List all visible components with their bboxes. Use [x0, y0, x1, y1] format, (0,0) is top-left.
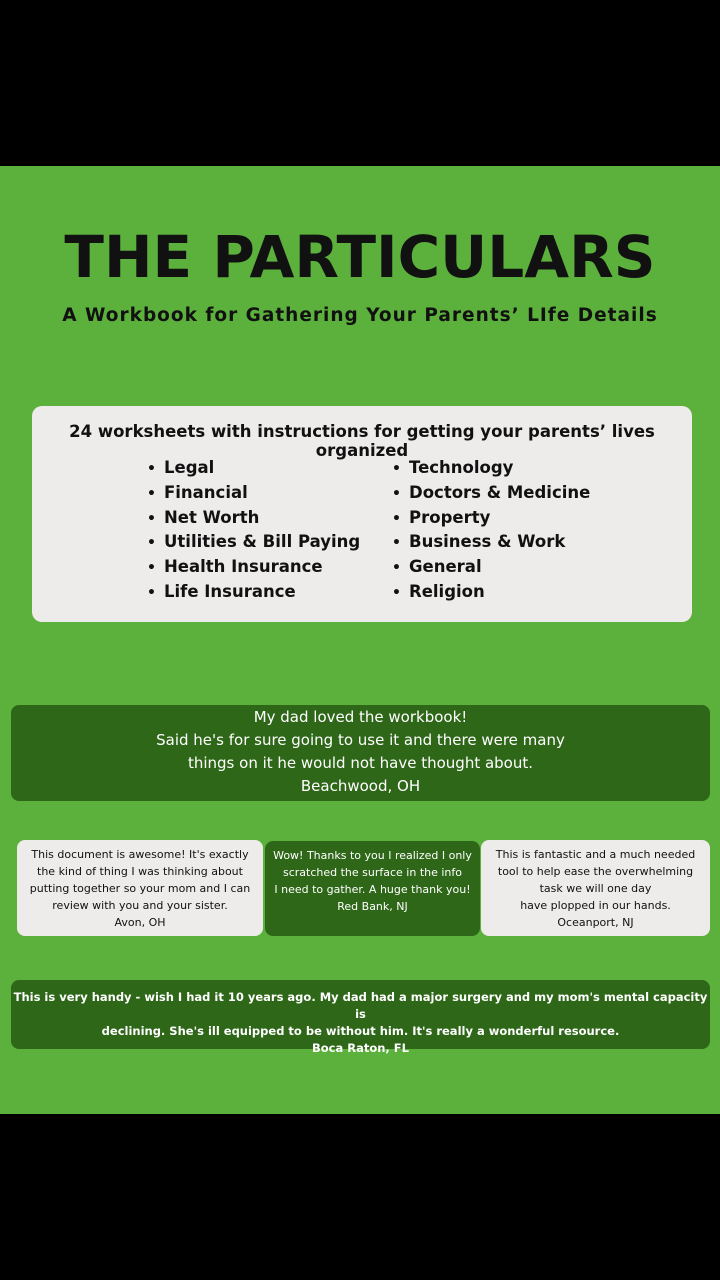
bullet-icon: • — [147, 584, 156, 601]
bullet-icon: • — [147, 461, 156, 477]
testimonial-quote: My dad loved the workbook! Said he's for sure going to use it and there were many things on it he would not have thought about. — [156, 708, 565, 772]
testimonial-quote: This is fantastic and a much needed tool to help ease the overwhelming task we will one day have plopped in our hands. — [495, 848, 696, 912]
testimonial-quote: This is very handy - wish I had it 10 years ago. My dad had a major surgery and my mom's mental capacity is declining. She's ill equipped to be without him. It's really a wonderful resource. — [13, 990, 708, 1038]
bullet-icon: • — [147, 510, 156, 527]
list-item: • Legal — [147, 456, 360, 481]
testimonial-main — [11, 705, 710, 801]
features-box — [32, 406, 692, 622]
list-item: • Net Worth — [147, 506, 360, 531]
list-item: • Utilities & Bill Paying — [147, 530, 360, 555]
features-list-right — [392, 456, 590, 605]
list-item: • General — [392, 555, 590, 580]
bullet-icon: • — [392, 584, 401, 601]
testimonial-red-bank — [265, 841, 480, 936]
bullet-icon: • — [147, 535, 156, 552]
testimonial-quote: This document is awesome! It's exactly the kind of thing I was thinking about putting together so your mom and I can review with you and your sister. — [29, 848, 251, 912]
bullet-icon: • — [392, 560, 401, 577]
testimonial-oceanport — [481, 840, 710, 936]
list-item: • Life Insurance — [147, 580, 360, 605]
list-item: • Religion — [392, 580, 590, 605]
testimonial-location: Red Bank, NJ — [337, 900, 408, 913]
testimonial-quote: Wow! Thanks to you I realized I only scratched the surface in the info I need to gather. A huge thank you! — [273, 849, 472, 896]
testimonial-avon — [17, 840, 263, 936]
testimonial-location: Oceanport, NJ — [557, 916, 634, 929]
list-item: • Business & Work — [392, 530, 590, 555]
list-item: • Technology — [392, 456, 590, 481]
bullet-icon: • — [392, 510, 401, 527]
page-title: THE PARTICULARS — [64, 223, 656, 291]
testimonial-location: Boca Raton, FL — [311, 1041, 409, 1055]
bullet-icon: • — [147, 485, 156, 502]
list-item: • Doctors & Medicine — [392, 481, 590, 506]
features-list-left — [147, 456, 360, 605]
bullet-icon: • — [392, 485, 401, 502]
bullet-icon: • — [392, 535, 401, 552]
page-subtitle: A Workbook for Gathering Your Parents’ LIfe Details — [62, 305, 658, 326]
list-item: • Health Insurance — [147, 555, 360, 580]
testimonial-location: Beachwood, OH — [300, 777, 421, 795]
bullet-icon: • — [147, 560, 156, 577]
testimonial-boca — [11, 980, 710, 1055]
list-item: • Financial — [147, 481, 360, 506]
testimonial-location: Avon, OH — [114, 916, 166, 929]
bullet-icon: • — [392, 461, 401, 477]
features-heading: 24 worksheets with instructions for getting your parents’ lives organized — [69, 422, 655, 460]
list-item: • Property — [392, 506, 590, 531]
